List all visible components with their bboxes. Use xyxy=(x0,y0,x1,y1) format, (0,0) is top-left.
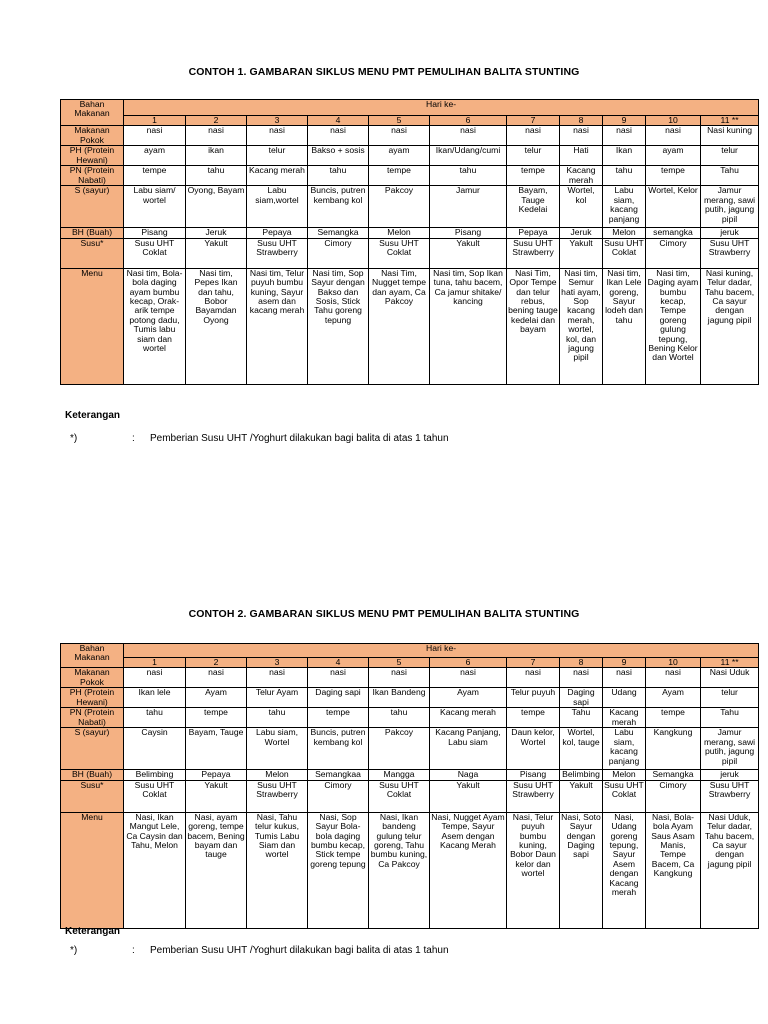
table-cell: Labu siam, kacang panjang xyxy=(603,728,646,770)
row-label: BH (Buah) xyxy=(61,228,124,238)
table-cell: Tahu xyxy=(701,708,759,728)
table-cell: nasi xyxy=(186,668,247,688)
table-cell: Yakult xyxy=(560,780,603,812)
table-cell: nasi xyxy=(430,668,507,688)
table-cell: telur xyxy=(247,146,308,166)
day-number: 6 xyxy=(430,116,507,126)
table-cell: Labu siam, Wortel xyxy=(247,728,308,770)
footnote-colon: : xyxy=(132,945,135,956)
table-cell: Jamur merang, sawi putih, jagung pipil xyxy=(701,728,759,770)
table-cell: Susu UHT Coklat xyxy=(603,238,646,268)
table-row xyxy=(61,186,759,228)
table-cell: semangka xyxy=(646,228,701,238)
table-cell: tahu xyxy=(124,708,186,728)
table-row xyxy=(61,708,759,728)
table-cell: nasi xyxy=(507,668,560,688)
row-label: Menu xyxy=(61,812,124,928)
table-cell: Wortel, kol xyxy=(560,186,603,228)
day-number-row xyxy=(61,116,759,126)
table-cell: Udang xyxy=(603,688,646,708)
table-cell: Cimory xyxy=(308,780,369,812)
table-cell: nasi xyxy=(560,668,603,688)
table-cell: Nasi tim, Sop Ikan tuna, tahu bacem, Ca jamur shitake/ kancing xyxy=(430,268,507,384)
day-number: 10 xyxy=(646,116,701,126)
table-cell: nasi xyxy=(247,668,308,688)
table-cell: Pakcoy xyxy=(369,728,430,770)
table-row xyxy=(61,126,759,146)
table-cell: Nasi, Tahu telur kukus, Tumis Labu Siam dan wortel xyxy=(247,812,308,928)
hari-header: Hari ke- xyxy=(124,100,759,116)
table-cell: Nasi, Soto Sayur dengan Daging sapi xyxy=(560,812,603,928)
day-number: 7 xyxy=(507,658,560,668)
table-cell: Kacang merah xyxy=(430,708,507,728)
day-number: 9 xyxy=(603,658,646,668)
table-cell: Ayam xyxy=(646,688,701,708)
table-cell: Hati xyxy=(560,146,603,166)
table-cell: Yakult xyxy=(186,780,247,812)
table-cell: tahu xyxy=(430,166,507,186)
row-label: Susu* xyxy=(61,780,124,812)
table-cell: ayam xyxy=(124,146,186,166)
table-cell: Semangkaa xyxy=(308,770,369,780)
table-cell: tahu xyxy=(369,708,430,728)
day-number: 1 xyxy=(124,116,186,126)
table-cell: tahu xyxy=(186,166,247,186)
table-cell: nasi xyxy=(603,126,646,146)
table-row xyxy=(61,688,759,708)
table-cell: Bakso + sosis xyxy=(308,146,369,166)
table-cell: Susu UHT Coklat xyxy=(369,238,430,268)
table-cell: nasi xyxy=(186,126,247,146)
table-cell: Telur puyuh xyxy=(507,688,560,708)
table-cell: Nasi, Ikan bandeng gulung telur goreng, Tahu bumbu kuning, Ca Pakcoy xyxy=(369,812,430,928)
table-cell: ayam xyxy=(646,146,701,166)
row-label: Makanan Pokok xyxy=(61,126,124,146)
table-cell: Ikan lele xyxy=(124,688,186,708)
table-cell: nasi xyxy=(646,126,701,146)
table-cell: Jeruk xyxy=(560,228,603,238)
table-cell: Susu UHT Strawberry xyxy=(247,780,308,812)
row-label: PN (Protein Nabati) xyxy=(61,708,124,728)
table-row xyxy=(61,268,759,384)
table-cell: Ikan/Udang/cumi xyxy=(430,146,507,166)
table-cell: Nasi tim, Pepes Ikan dan tahu, Bobor Bayamdan Oyong xyxy=(186,268,247,384)
day-number-row xyxy=(61,658,759,668)
table-row xyxy=(61,780,759,812)
table-cell: Kacang merah xyxy=(560,166,603,186)
table-cell: Ikan xyxy=(603,146,646,166)
table-cell: Susu UHT Strawberry xyxy=(247,238,308,268)
table-cell: Nasi Uduk xyxy=(701,668,759,688)
table-cell: nasi xyxy=(369,668,430,688)
table-cell: Nasi Tim, Nugget tempe dan ayam, Ca Pakcoy xyxy=(369,268,430,384)
row-label: BH (Buah) xyxy=(61,770,124,780)
footnote-text: Pemberian Susu UHT /Yoghurt dilakukan bagi balita di atas 1 tahun xyxy=(150,433,449,444)
day-number: 2 xyxy=(186,116,247,126)
table-cell: Nasi tim, Bola-bola daging ayam bumbu kecap, Orak-arik tempe potong dadu, Tumis labu siam dan wortel xyxy=(124,268,186,384)
table-cell: tempe xyxy=(308,708,369,728)
table-cell: Susu UHT Strawberry xyxy=(507,780,560,812)
table-cell: Telur Ayam xyxy=(247,688,308,708)
table2-title: CONTOH 2. GAMBARAN SIKLUS MENU PMT PEMULIHAN BALITA STUNTING xyxy=(188,608,580,620)
keterangan-label-2: Keterangan xyxy=(65,926,121,937)
row-label: Susu* xyxy=(61,238,124,268)
day-number: 10 xyxy=(646,658,701,668)
table-row xyxy=(61,770,759,780)
table-cell: ikan xyxy=(186,146,247,166)
table-cell: Daging sapi xyxy=(308,688,369,708)
table-cell: Susu UHT Coklat xyxy=(369,780,430,812)
day-number: 11 ** xyxy=(701,658,759,668)
table-cell: nasi xyxy=(430,126,507,146)
table-cell: Susu UHT Strawberry xyxy=(507,238,560,268)
table-cell: nasi xyxy=(308,126,369,146)
day-number: 11 ** xyxy=(701,116,759,126)
corner-cell: Bahan Makanan xyxy=(61,100,124,126)
table-cell: Kacang Panjang, Labu siam xyxy=(430,728,507,770)
table-cell: Nasi, Udang goreng tepung, Sayur Asem dengan Kacang merah xyxy=(603,812,646,928)
table-cell: Daun kelor, Wortel xyxy=(507,728,560,770)
table-cell: Cimory xyxy=(646,238,701,268)
table-cell: tempe xyxy=(369,166,430,186)
table-cell: Nasi Tim, Opor Tempe dan telur rebus, bening tauge kedelai dan bayam xyxy=(507,268,560,384)
table-cell: Nasi tim, Ikan Lele goreng, Sayur lodeh dan tahu xyxy=(603,268,646,384)
table-cell: Melon xyxy=(603,228,646,238)
table-cell: Buncis, putren kembang kol xyxy=(308,728,369,770)
row-label: S (sayur) xyxy=(61,728,124,770)
table-cell: Nasi kuning xyxy=(701,126,759,146)
table-cell: Wortel, kol, tauge xyxy=(560,728,603,770)
row-label: PH (Protein Hewani) xyxy=(61,146,124,166)
day-number: 6 xyxy=(430,658,507,668)
table-cell: Cimory xyxy=(308,238,369,268)
table-cell: Pakcoy xyxy=(369,186,430,228)
table-cell: Semangka xyxy=(308,228,369,238)
table-cell: Nasi, Nugget Ayam Tempe, Sayur Asem dengan Kacang Merah xyxy=(430,812,507,928)
table1-title: CONTOH 1. GAMBARAN SIKLUS MENU PMT PEMULIHAN BALITA STUNTING xyxy=(188,66,580,78)
footnote-text: Pemberian Susu UHT /Yoghurt dilakukan bagi balita di atas 1 tahun xyxy=(150,945,449,956)
hari-header: Hari ke- xyxy=(124,644,759,658)
table-cell: Yakult xyxy=(430,238,507,268)
table-cell: Nasi Uduk, Telur dadar, Tahu bacem, Ca sayur dengan jagung pipil xyxy=(701,812,759,928)
table-cell: Daging sapi xyxy=(560,688,603,708)
table-cell: Nasi, Telur puyuh bumbu kuning, Bobor Daun kelor dan wortel xyxy=(507,812,560,928)
table-cell: telur xyxy=(701,688,759,708)
row-label: Makanan Pokok xyxy=(61,668,124,688)
table-cell: Yakult xyxy=(430,780,507,812)
table-cell: nasi xyxy=(124,126,186,146)
table-cell: nasi xyxy=(124,668,186,688)
day-number: 3 xyxy=(247,116,308,126)
header-row xyxy=(61,644,759,658)
day-number: 3 xyxy=(247,658,308,668)
row-label: Menu xyxy=(61,268,124,384)
row-label: S (sayur) xyxy=(61,186,124,228)
table-cell: Jamur merang, sawi putih, jagung pipil xyxy=(701,186,759,228)
table-cell: tahu xyxy=(247,708,308,728)
table-cell: Labu siam, kacang panjang xyxy=(603,186,646,228)
table-cell: Labu siam/ wortel xyxy=(124,186,186,228)
table-cell: Nasi, Bola-bola Ayam Saus Asam Manis, Tempe Bacem, Ca Kangkung xyxy=(646,812,701,928)
day-number: 4 xyxy=(308,658,369,668)
table-row xyxy=(61,146,759,166)
table-cell: Nasi, Ikan Mangut Lele, Ca Caysin dan Tahu, Melon xyxy=(124,812,186,928)
day-number: 9 xyxy=(603,116,646,126)
table-cell: nasi xyxy=(308,668,369,688)
table-cell: Yakult xyxy=(560,238,603,268)
table-cell: Ayam xyxy=(186,688,247,708)
keterangan-label-1: Keterangan xyxy=(65,410,121,421)
table-cell: Susu UHT Coklat xyxy=(124,238,186,268)
table-cell: Melon xyxy=(603,770,646,780)
day-number: 4 xyxy=(308,116,369,126)
table-cell: Susu UHT Coklat xyxy=(603,780,646,812)
day-number: 7 xyxy=(507,116,560,126)
table-cell: Pisang xyxy=(430,228,507,238)
table-cell: Nasi, ayam goreng, tempe bacem, Bening bayam dan tauge xyxy=(186,812,247,928)
table-cell: Kangkung xyxy=(646,728,701,770)
table-cell: Pisang xyxy=(124,228,186,238)
table-cell: Labu siam,wortel xyxy=(247,186,308,228)
table-cell: nasi xyxy=(603,668,646,688)
table-cell: Wortel, Kelor xyxy=(646,186,701,228)
table-cell: Caysin xyxy=(124,728,186,770)
footnote-colon: : xyxy=(132,433,135,444)
table-cell: Ayam xyxy=(430,688,507,708)
table-cell: Mangga xyxy=(369,770,430,780)
table-row xyxy=(61,668,759,688)
day-number: 1 xyxy=(124,658,186,668)
table-cell: Jamur xyxy=(430,186,507,228)
table-cell: Melon xyxy=(247,770,308,780)
table-cell: Bayam, Tauge Kedelai xyxy=(507,186,560,228)
corner-cell: Bahan Makanan xyxy=(61,644,124,668)
table-row xyxy=(61,812,759,928)
table-cell: Oyong, Bayam xyxy=(186,186,247,228)
table-cell: Susu UHT Coklat xyxy=(124,780,186,812)
table-cell: Susu UHT Strawberry xyxy=(701,238,759,268)
table-cell: Nasi kuning, Telur dadar, Tahu bacem, Ca sayur dengan jagung pipil xyxy=(701,268,759,384)
table-cell: Nasi tim, Telur puyuh bumbu kuning, Sayur asem dan kacang merah xyxy=(247,268,308,384)
table-cell: nasi xyxy=(507,126,560,146)
table-row xyxy=(61,228,759,238)
table-cell: telur xyxy=(701,146,759,166)
footnote-mark: *) xyxy=(70,945,78,956)
day-number: 2 xyxy=(186,658,247,668)
table-cell: telur xyxy=(507,146,560,166)
day-number: 8 xyxy=(560,116,603,126)
table-cell: tempe xyxy=(507,166,560,186)
table-cell: Melon xyxy=(369,228,430,238)
table-cell: Pepaya xyxy=(507,228,560,238)
table-row xyxy=(61,238,759,268)
table-cell: Buncis, putren kembang kol xyxy=(308,186,369,228)
table-row xyxy=(61,728,759,770)
table-cell: tempe xyxy=(124,166,186,186)
table-cell: Susu UHT Strawberry xyxy=(701,780,759,812)
table-cell: Kacang merah xyxy=(603,708,646,728)
table-cell: Yakult xyxy=(186,238,247,268)
table-cell: tempe xyxy=(507,708,560,728)
day-number: 5 xyxy=(369,116,430,126)
day-number: 8 xyxy=(560,658,603,668)
header-row xyxy=(61,100,759,116)
table-cell: tempe xyxy=(186,708,247,728)
table-cell: ayam xyxy=(369,146,430,166)
table-cell: Pisang xyxy=(507,770,560,780)
table-cell: tahu xyxy=(308,166,369,186)
row-label: PH (Protein Hewani) xyxy=(61,688,124,708)
table-cell: Cimory xyxy=(646,780,701,812)
table-cell: Belimbing xyxy=(560,770,603,780)
table-cell: Semangka xyxy=(646,770,701,780)
menu-table-1 xyxy=(60,99,759,385)
menu-table-2 xyxy=(60,643,759,929)
table-cell: nasi xyxy=(646,668,701,688)
table-cell: jeruk xyxy=(701,228,759,238)
table-cell: Ikan Bandeng xyxy=(369,688,430,708)
table-cell: Jeruk xyxy=(186,228,247,238)
table-row xyxy=(61,166,759,186)
day-number: 5 xyxy=(369,658,430,668)
table-cell: Nasi tim, Sop Sayur dengan Bakso dan Sosis, Stick Tahu goreng tepung xyxy=(308,268,369,384)
table-cell: tempe xyxy=(646,166,701,186)
table-cell: Pepaya xyxy=(247,228,308,238)
table-cell: Belimbing xyxy=(124,770,186,780)
footnote-mark: *) xyxy=(70,433,78,444)
table-cell: Nasi, Sop Sayur Bola-bola daging bumbu kecap, Stick tempe goreng tepung xyxy=(308,812,369,928)
table-cell: tempe xyxy=(646,708,701,728)
table-cell: nasi xyxy=(369,126,430,146)
table-cell: Nasi tim, Daging ayam bumbu kecap, Tempe goreng gulung tepung, Bening Kelor dan Wortel xyxy=(646,268,701,384)
row-label: PN (Protein Nabati) xyxy=(61,166,124,186)
table-cell: Tahu xyxy=(701,166,759,186)
table-cell: Pepaya xyxy=(186,770,247,780)
table-cell: jeruk xyxy=(701,770,759,780)
table-cell: Tahu xyxy=(560,708,603,728)
table-cell: nasi xyxy=(560,126,603,146)
table-cell: Naga xyxy=(430,770,507,780)
table-cell: Nasi tim, Semur hati ayam, Sop kacang merah, wortel, kol, dan jagung pipil xyxy=(560,268,603,384)
table-cell: tahu xyxy=(603,166,646,186)
table-cell: nasi xyxy=(247,126,308,146)
table-cell: Bayam, Tauge xyxy=(186,728,247,770)
table-cell: Kacang merah xyxy=(247,166,308,186)
